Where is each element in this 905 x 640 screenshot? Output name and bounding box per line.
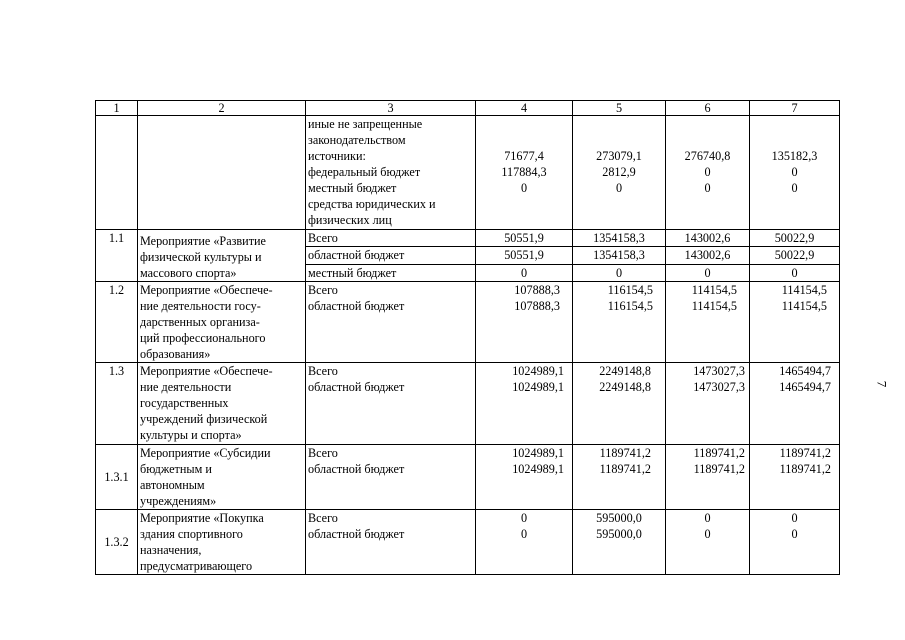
- row-number-cell: [96, 116, 138, 230]
- value: 1465494,7: [779, 380, 831, 394]
- header-cell: 2: [138, 101, 306, 116]
- value: 0: [704, 165, 711, 179]
- text-line: средства юридических и: [308, 197, 436, 211]
- header-cell: 1: [96, 101, 138, 116]
- value-cell: [666, 116, 750, 230]
- value: 1465494,7: [779, 364, 831, 378]
- value-cell: [476, 282, 573, 363]
- value: 107888,3: [514, 283, 560, 297]
- value-cell: 143002,6: [666, 230, 750, 247]
- table-row: [96, 363, 840, 445]
- text-line: иные не запрещенные: [308, 117, 423, 131]
- table-row: [96, 116, 840, 230]
- value-cell: [476, 510, 573, 575]
- value: 1473027,3: [693, 380, 745, 394]
- text-line: массового спорта»: [140, 266, 237, 280]
- table-row: [96, 282, 840, 363]
- funding-source-cell: [306, 116, 476, 230]
- text-line: физических лиц: [308, 213, 392, 227]
- value-cell: [573, 116, 666, 230]
- header-cell: 6: [666, 101, 750, 116]
- text-line: Мероприятие «Субсидии: [140, 446, 271, 460]
- value-cell: 0: [750, 265, 840, 282]
- value-cell: [573, 445, 666, 510]
- value-cell: [573, 282, 666, 363]
- text-line: Мероприятие «Обеспече-: [140, 364, 273, 378]
- event-name-cell: [138, 363, 306, 445]
- value-cell: [573, 363, 666, 445]
- text-line: областной бюджет: [308, 527, 405, 541]
- value: 1473027,3: [693, 364, 745, 378]
- text-line: назначения,: [140, 543, 202, 557]
- funding-source-cell: [306, 445, 476, 510]
- value-cell: 50022,9: [750, 230, 840, 247]
- funding-source-cell: областной бюджет: [306, 247, 476, 265]
- value: 0: [791, 181, 798, 195]
- value: 1189741,2: [599, 462, 651, 476]
- row-number-cell: 1.2: [96, 282, 138, 363]
- text-line: областной бюджет: [308, 462, 405, 476]
- text-line: учреждениям»: [140, 494, 217, 508]
- value-cell: 1354158,3: [573, 247, 666, 265]
- row-number-cell: 1.1: [96, 230, 138, 282]
- value: 0: [520, 181, 528, 195]
- text-line: культуры и спорта»: [140, 428, 242, 442]
- value: 114154,5: [781, 283, 827, 297]
- text-line: ций профессионального: [140, 331, 266, 345]
- text-line: бюджетным и: [140, 462, 212, 476]
- text-line: областной бюджет: [308, 299, 405, 313]
- funding-source-cell: Всего: [306, 230, 476, 247]
- value: 71677,4: [504, 149, 544, 163]
- funding-source-cell: местный бюджет: [306, 265, 476, 282]
- value: 0: [520, 511, 528, 525]
- header-cell: 7: [750, 101, 840, 116]
- value: 276740,8: [684, 149, 731, 163]
- value: 0: [791, 165, 798, 179]
- value: 2249148,8: [599, 380, 651, 394]
- row-number-cell: 1.3.1: [96, 445, 138, 510]
- value: 2812,9: [602, 165, 636, 179]
- text-line: ние деятельности госу-: [140, 299, 261, 313]
- header-cell: 3: [306, 101, 476, 116]
- text-line: автономным: [140, 478, 205, 492]
- value: 0: [704, 527, 711, 541]
- value-cell: [750, 363, 840, 445]
- value: 1024989,1: [512, 446, 564, 460]
- value-cell: 143002,6: [666, 247, 750, 265]
- text-line: Всего: [308, 511, 338, 525]
- event-name-cell: [138, 116, 306, 230]
- value: 135182,3: [771, 149, 818, 163]
- value: 107888,3: [514, 299, 560, 313]
- value: 1024989,1: [512, 462, 564, 476]
- value-cell: [666, 510, 750, 575]
- text-line: физической культуры и: [140, 250, 262, 264]
- value: 117884,3: [501, 165, 547, 179]
- value: 595000,0: [596, 527, 642, 541]
- text-line: здания спортивного: [140, 527, 243, 541]
- event-name-cell: [138, 282, 306, 363]
- value-cell: [666, 282, 750, 363]
- value-cell: [476, 116, 573, 230]
- text-line: Мероприятие «Покупка: [140, 511, 264, 525]
- text-line: учреждений физической: [140, 412, 268, 426]
- table-row: [96, 230, 840, 247]
- value: 116154,5: [607, 283, 653, 297]
- text-line: законодательством: [308, 133, 406, 147]
- text-line: Всего: [308, 283, 338, 297]
- header-cell: 4: [476, 101, 573, 116]
- row-number-cell: 1.3: [96, 363, 138, 445]
- value-cell: 0: [666, 265, 750, 282]
- value: 1024989,1: [512, 380, 564, 394]
- value: 0: [791, 527, 798, 541]
- text-line: Всего: [308, 446, 338, 460]
- value-cell: 1354158,3: [573, 230, 666, 247]
- value: 273079,1: [596, 149, 642, 163]
- value-cell: 0: [476, 265, 573, 282]
- value: 2249148,8: [599, 364, 651, 378]
- event-name-cell: [138, 445, 306, 510]
- value-cell: 50022,9: [750, 247, 840, 265]
- table-row: [96, 510, 840, 575]
- page-number: 7: [874, 380, 890, 388]
- value: 1024989,1: [512, 364, 564, 378]
- value: 0: [520, 527, 528, 541]
- text-line: дарственных организа-: [140, 315, 260, 329]
- row-number-cell: 1.3.2: [96, 510, 138, 575]
- text-line: ние деятельности: [140, 380, 232, 394]
- funding-source-cell: [306, 510, 476, 575]
- value: 0: [704, 511, 711, 525]
- value: 114154,5: [781, 299, 827, 313]
- value: 116154,5: [607, 299, 653, 313]
- budget-table: [95, 100, 840, 575]
- event-name-cell: [138, 230, 306, 282]
- value: 0: [791, 511, 798, 525]
- value-cell: [666, 445, 750, 510]
- value: 1189741,2: [693, 446, 745, 460]
- text-line: Мероприятие «Развитие: [140, 234, 266, 248]
- funding-source-cell: [306, 282, 476, 363]
- value-cell: 0: [573, 265, 666, 282]
- table-row: [96, 445, 840, 510]
- value-cell: 50551,9: [476, 247, 573, 265]
- text-line: государственных: [140, 396, 229, 410]
- value-cell: [666, 363, 750, 445]
- value: 1189741,2: [693, 462, 745, 476]
- value: 0: [615, 181, 623, 195]
- text-line: Мероприятие «Обеспече-: [140, 283, 273, 297]
- text-line: источники:: [308, 149, 366, 163]
- value-cell: 50551,9: [476, 230, 573, 247]
- value-cell: [750, 282, 840, 363]
- text-line: местный бюджет: [308, 181, 397, 195]
- value-cell: [476, 445, 573, 510]
- text-line: образования»: [140, 347, 211, 361]
- text-line: федеральный бюджет: [308, 165, 421, 179]
- value-cell: [750, 445, 840, 510]
- value: 1189741,2: [779, 462, 831, 476]
- text-line: предусматривающего: [140, 559, 253, 573]
- event-name-cell: [138, 510, 306, 575]
- value: 114154,5: [691, 299, 737, 313]
- text-line: областной бюджет: [308, 380, 405, 394]
- value-cell: [750, 116, 840, 230]
- document-page: [95, 100, 840, 575]
- value: 0: [704, 181, 711, 195]
- column-number-row: [96, 101, 840, 116]
- text-line: Всего: [308, 364, 338, 378]
- value: 595000,0: [596, 511, 642, 525]
- value-cell: [476, 363, 573, 445]
- value: 1189741,2: [779, 446, 831, 460]
- value: 114154,5: [691, 283, 737, 297]
- header-cell: 5: [573, 101, 666, 116]
- value-cell: [750, 510, 840, 575]
- funding-source-cell: [306, 363, 476, 445]
- value: 1189741,2: [599, 446, 651, 460]
- value-cell: [573, 510, 666, 575]
